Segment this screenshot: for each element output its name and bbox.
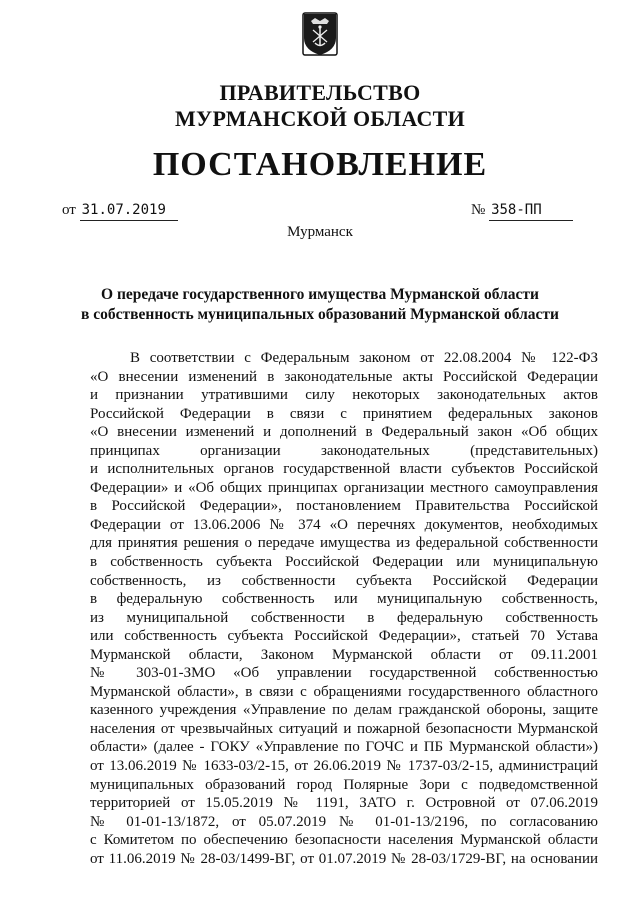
organization-name-line1: ПРАВИТЕЛЬСТВО <box>219 80 421 105</box>
body-line: населения от чрезвычайных ситуаций и пожарной безопасности Мурманской <box>90 720 598 737</box>
document-title-line1: О передаче государственного имущества Мурманской области <box>101 286 539 303</box>
body-line: муниципальных образований город Полярные Зори с подведомственной <box>90 776 598 793</box>
body-line: в федеральную собственность или муниципальную собственность, <box>90 591 598 608</box>
body-line: от 11.06.2019 № 28-03/1499-ВГ, от 01.07.2019 № 28-03/1729-ВГ, на основании <box>90 850 598 867</box>
body-line: или собственность субъекта Российской Федерации», статьей 70 Устава <box>90 628 598 645</box>
coat-of-arms-icon <box>302 12 338 56</box>
body-line: территорией от 15.05.2019 № 1191, ЗАТО г. Островной от 07.06.2019 <box>90 795 598 812</box>
body-line: № 01-01-13/1872, от 05.07.2019 № 01-01-13/2196, по согласованию <box>90 813 598 830</box>
organization-name-line2: МУРМАНСКОЙ ОБЛАСТИ <box>174 106 466 131</box>
body-line: для принятия решения о передаче имущества из федеральной собственности <box>90 535 598 552</box>
body-line: из муниципальной собственности в федеральную собственность <box>90 609 598 626</box>
document-title-line2: в собственность муниципальных образований Мурманской области <box>81 306 559 323</box>
body-line: и признании утратившими силу некоторых законодательных актов <box>90 387 598 404</box>
document-body <box>90 349 598 868</box>
date-field <box>62 200 178 221</box>
body-line: № 303-01-ЗМО «Об управлении государственной собственностью <box>90 665 598 682</box>
body-line: области» (далее - ГОКУ «Управление по ГОЧС и ПБ Мурманской области») <box>90 739 598 756</box>
document-number: 358-ПП <box>489 200 573 221</box>
body-line: Мурманской области, Законом Мурманской области от 09.11.2001 <box>90 646 598 663</box>
city-name: Мурманск <box>287 224 353 240</box>
body-line: и исполнительных органов государственной власти субъектов Российской <box>90 461 598 478</box>
number-field <box>471 200 573 221</box>
body-line: от 13.06.2019 № 1633-03/2-15, от 26.06.2019 № 1737-03/2-15, администраций <box>90 758 598 775</box>
body-line: Федерации от 13.06.2006 № 374 «О перечнях документов, необходимых <box>90 516 598 533</box>
body-line: казенного учреждения «Управление по делам гражданской обороны, защите <box>90 702 598 719</box>
body-line: собственность, из собственности субъекта Российской Федерации <box>90 572 598 589</box>
body-line: принципах организации законодательных (представительных) <box>90 442 598 459</box>
date-prefix: от <box>62 202 76 218</box>
document-date: 31.07.2019 <box>80 200 178 221</box>
body-line: «О внесении изменений в законодательные акты Российской Федерации <box>90 368 598 385</box>
body-line: в Российской Федерации», постановлением Правительства Российской <box>90 498 598 515</box>
body-line: Мурманской области», в связи с обращениями государственного областного <box>90 683 598 700</box>
number-prefix: № <box>471 202 486 218</box>
body-line: с Комитетом по обеспечению безопасности населения Мурманской области <box>90 832 598 849</box>
body-line: В соответствии с Федеральным законом от 22.08.2004 № 122-ФЗ <box>130 350 598 366</box>
body-line: Федерации» и «Об общих принципах организации местного самоуправления <box>90 479 598 496</box>
document-type-title: ПОСТАНОВЛЕНИЕ <box>152 146 488 183</box>
body-line: в собственность субъекта Российской Федерации или муниципальную <box>90 554 598 571</box>
body-line: «О внесении изменений и дополнений в Федеральный закон «Об общих <box>90 424 598 441</box>
body-line: Российской Федерации в связи с принятием федеральных законов <box>90 405 598 422</box>
